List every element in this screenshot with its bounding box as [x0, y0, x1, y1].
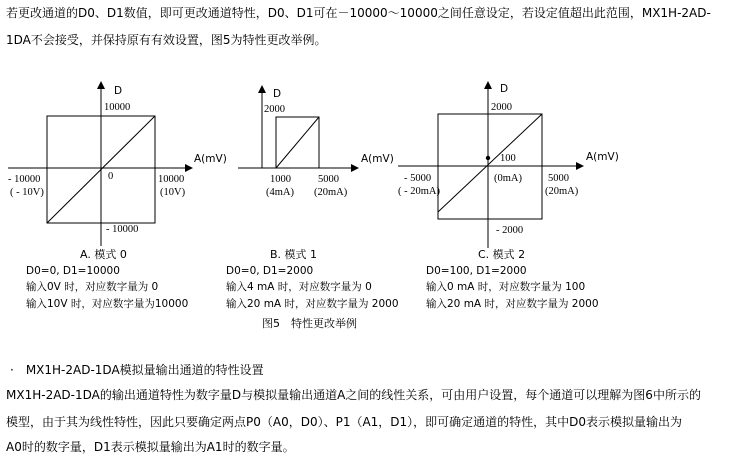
mode0-y-top-label: 10000 [104, 102, 131, 113]
mode1-x-axis-label: A(mV) [361, 153, 394, 165]
mode1-y-axis-label: D [273, 88, 282, 100]
mode1-x2-unit: (20mA) [314, 187, 348, 198]
figure-title: 图5 特性更改举例 [262, 317, 357, 330]
mode0-x-right-label: 10000 [158, 174, 185, 185]
mode0-x-axis-label: A(mV) [194, 153, 227, 165]
mode2-desc-2: 输入0 mA 时，对应数字量为 100 [426, 281, 586, 293]
mode0-y-bottom-label: - 10000 [106, 224, 139, 235]
mode0-graph [8, 82, 227, 310]
mode0-desc-1: D0=0, D1=10000 [26, 265, 120, 277]
section-heading: · MX1H-2AD-1DA模拟量输出通道的特性设置 [10, 363, 264, 377]
mode2-mid-label: 100 [500, 153, 516, 164]
mode2-desc-1: D0=100, D1=2000 [426, 265, 527, 277]
section-line-1: MX1H-2AD-1DA的输出通道特性为数字量D与模拟量输出通道A之间的线性关系，可由用户设置，每个通道可以理解为图6中所示的 [6, 388, 701, 402]
intro-line-1: 若更改通道的D0、D1数值，即可更改通道特性，D0、D1可在－10000～10000之间任意设定，若设定值超出此范围，MX1H-2AD- [6, 6, 711, 20]
mode2-desc-3: 输入20 mA 时，对应数字量为 2000 [426, 298, 599, 310]
mode2-graph [398, 82, 619, 310]
mode0-x-left-label: - 10000 [8, 174, 41, 185]
mode2-point-p0 [486, 156, 490, 160]
mode1-caption: B. 模式 1 [270, 248, 318, 261]
mode0-desc-2: 输入0V 时，对应数字量为 0 [26, 281, 159, 293]
mode1-graph [226, 86, 399, 310]
mode0-x-right-unit: (10V) [160, 187, 186, 198]
mode1-desc-3: 输入20 mA 时，对应数字量为 2000 [226, 298, 399, 310]
mode2-characteristic-line [438, 114, 542, 212]
mode2-x-right-unit: (20mA) [545, 186, 579, 197]
mode0-desc-3: 输入10V 时，对应数字量为10000 [26, 298, 189, 310]
mode2-y-top-label: 2000 [491, 102, 512, 113]
mode1-x1-unit: (4mA) [266, 187, 294, 198]
mode2-x-left-unit: ( - 20mA) [398, 186, 440, 197]
mode1-desc-1: D0=0, D1=2000 [226, 265, 314, 277]
mode2-x-axis-label: A(mV) [586, 151, 619, 163]
mode0-caption: A. 模式 0 [80, 248, 127, 261]
mode2-x-right-label: 5000 [548, 173, 569, 184]
mode2-x0-unit: (0mA) [494, 173, 522, 184]
mode0-x-left-unit: ( - 10V) [10, 187, 44, 198]
mode1-x2-label: 5000 [318, 174, 339, 185]
mode0-y-axis-label: D [114, 85, 123, 97]
mode2-x-left-label: - 5000 [404, 173, 432, 184]
mode2-y-bottom-label: - 2000 [496, 225, 524, 236]
intro-line-2: 1DA不会接受，并保持原有有效设置，图5为特性更改举例。 [6, 33, 327, 47]
mode2-caption: C. 模式 2 [478, 248, 526, 261]
mode1-x1-label: 1000 [270, 174, 291, 185]
mode0-origin-label: 0 [108, 171, 114, 182]
section-line-2: 模型，由于其为线性特性，因此只要确定两点P0（A0，D0）、P1（A1，D1），即可确定通道的特性，其中D0表示模拟量输出为 [6, 415, 683, 429]
section-line-3: A0时的数字量，D1表示模拟量输出为A1时的数字量。 [6, 440, 295, 454]
mode1-desc-2: 输入4 mA 时，对应数字量为 0 [226, 281, 372, 293]
mode1-characteristic-line [276, 117, 319, 168]
mode1-y-top-label: 2000 [264, 104, 285, 115]
mode2-y-axis-label: D [500, 83, 509, 95]
